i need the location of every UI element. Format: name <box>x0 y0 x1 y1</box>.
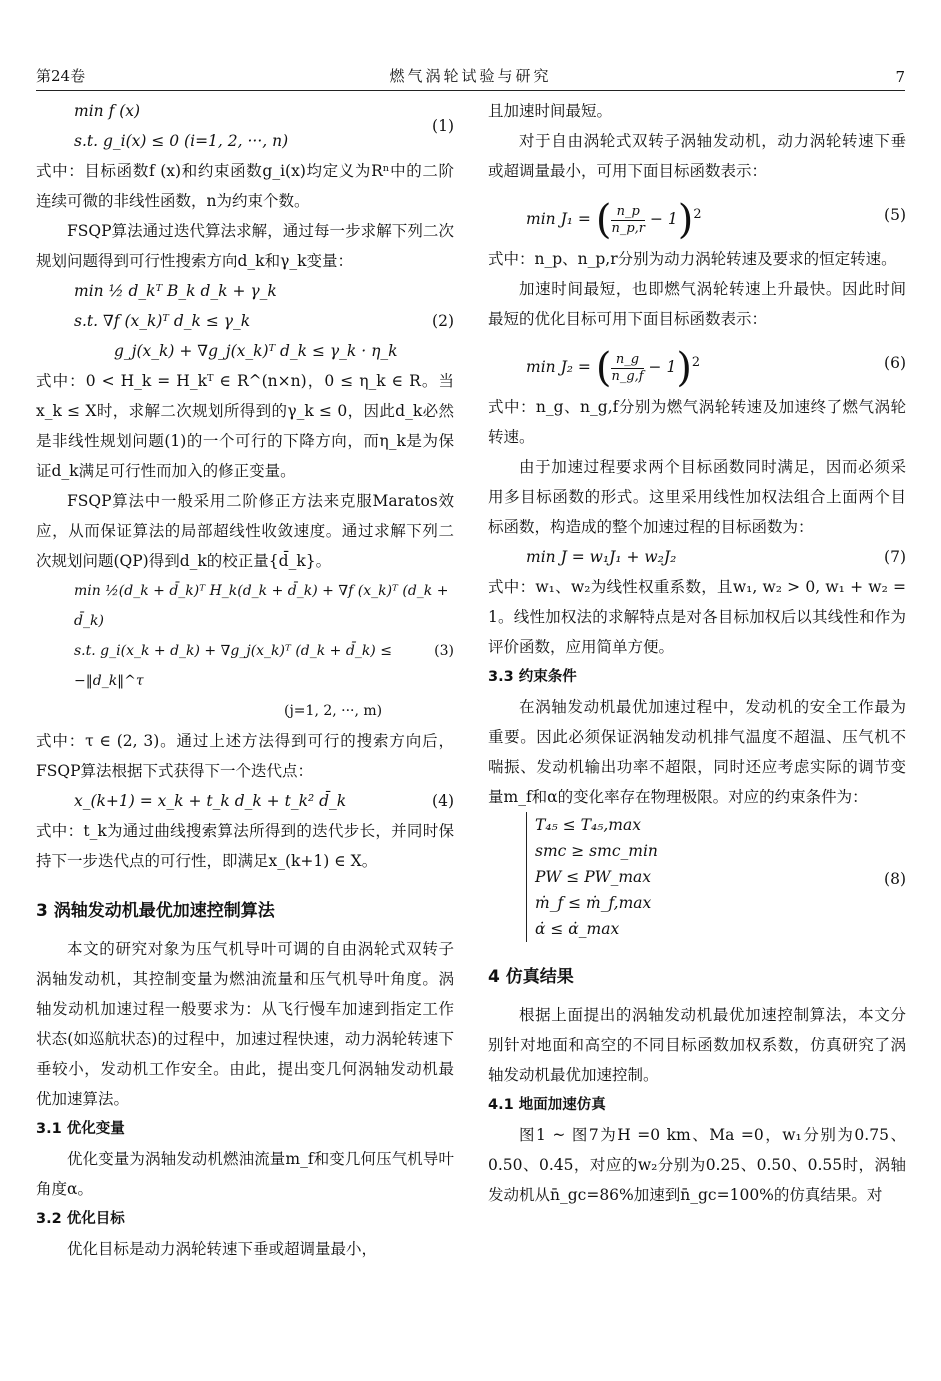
paragraph: 式中：n_p、n_p,r分别为动力涡轮转速及要求的恒定转速。 <box>488 250 897 268</box>
paragraph: 根据上面提出的涡轴发动机最优加速控制算法，本文分别针对地面和高空的不同目标函数加权系数，仿真研究了涡轴发动机最优加速控制。 <box>488 1006 906 1084</box>
paragraph: 由于加速过程要求两个目标函数同时满足，因而必须采用多目标函数的形式。这里采用线性加权法组合上面两个目标函数，构造成的整个加速过程的目标函数为： <box>488 458 906 536</box>
header-journal-title: 燃气涡轮试验与研究 <box>389 67 552 85</box>
equation-1-line-2: s.t. g_i(x) ≤ 0 (i=1, 2, ···, n) <box>74 132 289 150</box>
equation-7 <box>488 542 906 572</box>
paragraph: 优化目标是动力涡轮转速下垂或超调量最小， <box>67 1240 378 1258</box>
equation-5-fraction <box>611 204 645 237</box>
constraint-temperature: T₄₅ ≤ T₄₅,max <box>535 816 641 834</box>
equation-6-number: (6) <box>884 354 906 372</box>
equation-2-line-1: min ½ d_kᵀ B_k d_k + γ_k <box>74 282 277 300</box>
equation-6-fraction <box>611 352 643 385</box>
paragraph: 式中：t_k为通过曲线搜索算法所得到的迭代步长，并同时保持下一步迭代点的可行性，即满足x_(k+1) ∈ X。 <box>36 822 454 870</box>
equation-1-number: (1) <box>432 117 454 135</box>
constraint-fuel-rate: ṁ_f ≤ ṁ_f,max <box>535 894 652 912</box>
paragraph: 且加速时间最短。 <box>488 102 613 120</box>
subsection-heading: 3.1 优化变量 <box>36 1121 125 1137</box>
equation-4 <box>36 786 454 816</box>
section-heading: 4 仿真结果 <box>488 967 574 987</box>
header-page-number: 7 <box>895 68 905 86</box>
equation-3-line-2: s.t. g_i(x_k + d_k) + ∇g_j(x_k)ᵀ (d_k + d̄_k) ≤ −‖d_k‖^τ <box>74 643 392 689</box>
subsection-heading: 3.3 约束条件 <box>488 669 577 685</box>
equation-6-lhs: min J₂ = <box>526 358 591 377</box>
equation-4-body: x_(k+1) = x_k + t_k d_k + t_k² d̄_k <box>74 792 347 810</box>
constraint-surge-margin: smc ≥ smc_min <box>535 842 658 860</box>
equation-5: min J₁ = ( $\frac{n\_p}{n\_p,r}$ − 1)$^2$ (5) <box>488 186 906 244</box>
equation-4-number: (4) <box>432 792 454 810</box>
paragraph: 式中：目标函数f (x)和约束函数g_i(x)均定义为Rⁿ中的二阶连续可微的非线性函数，n为约束个数。 <box>36 162 454 210</box>
paragraph: 式中：w₁、w₂为线性权重系数，且w₁, w₂ > 0, w₁ + w₂ = 1。线性加权法的求解特点是对各目标加权后以其线性和作为评价函数，应用简单方便。 <box>488 578 906 656</box>
constraint-power: PW ≤ PW_max <box>535 868 651 886</box>
equation-3 <box>36 576 454 726</box>
equation-6-tail: − 1 <box>648 358 677 377</box>
paragraph: 加速时间最短，也即燃气涡轮转速上升最快。因此时间最短的优化目标可用下面目标函数表示： <box>488 280 906 328</box>
paragraph: 本文的研究对象为压气机导叶可调的自由涡轮式双转子涡轴发动机，其控制变量为燃油流量和压气机导叶角度。涡轴发动机加速过程一般要求为：从飞行慢车加速到指定工作状态(如巡航状态)的过程中，加速过程快速，动力涡轮转速下垂较小，发动机工作安全。由此，提出变几何涡轴发动机最优加速算法。 <box>36 940 454 1108</box>
constraint-vane-rate: α̇ ≤ α̇_max <box>535 920 620 938</box>
constraint-system <box>526 812 906 942</box>
header-volume: 第24卷 <box>36 67 86 85</box>
left-column <box>36 96 454 1264</box>
paragraph: FSQP算法中一般采用二阶修正方法来克服Maratos效应，从而保证算法的局部超线性收敛速度。通过求解下列二次规划问题(QP)得到d_k的校正量{d̄_k}。 <box>36 492 454 570</box>
equation-8-number: (8) <box>884 870 906 888</box>
equation-5-lhs: min J₁ = <box>526 210 591 229</box>
fraction-denominator: n_g,f <box>611 368 644 384</box>
subsection-heading: 3.2 优化目标 <box>36 1211 125 1227</box>
equation-5-tail: − 1 <box>649 210 678 229</box>
fraction-numerator: n_p <box>611 204 645 221</box>
header-rule <box>36 90 905 91</box>
paragraph: 优化变量为涡轴发动机燃油流量m_f和变几何压气机导叶角度α。 <box>36 1150 454 1198</box>
equation-6: min J₂ = ( $\frac{n\_g}{n\_g,f}$ − 1)$^2$ (6) <box>488 334 906 392</box>
paragraph: 对于自由涡轮式双转子涡轴发动机，动力涡轮转速下垂或超调量最小，可用下面目标函数表示： <box>488 132 906 180</box>
fraction-numerator: n_g <box>611 352 643 369</box>
equation-8 <box>488 812 906 942</box>
equation-2 <box>36 276 454 366</box>
right-column <box>488 96 906 1210</box>
equation-3-line-3: (j=1, 2, ···, m) <box>284 703 383 719</box>
equation-2-line-3: g_j(x_k) + ∇g_j(x_k)ᵀ d_k ≤ γ_k · η_k <box>114 342 398 360</box>
equation-3-number: (3) <box>434 643 454 659</box>
equation-2-line-2: s.t. ∇f (x_k)ᵀ d_k ≤ γ_k <box>74 312 251 330</box>
paragraph: 式中：n_g、n_g,f分别为燃气涡轮转速及加速终了燃气涡轮转速。 <box>488 398 906 446</box>
running-header <box>36 56 905 86</box>
paragraph: 图1 ~ 图7为H =0 km、Ma =0，w₁分别为0.75、0.50、0.45，对应的w₂分别为0.25、0.50、0.55时，涡轴发动机从n̄_gc=86%加速到n̄_gc=100%的仿真结果。对 <box>488 1126 906 1204</box>
fraction-denominator: n_p,r <box>611 220 645 236</box>
equation-1-line-1: min f (x) <box>74 102 141 120</box>
paragraph: 式中：0 < H_k = H_kᵀ ∈ R^(n×n)，0 ≤ η_k ∈ R。当x_k ≤ X时，求解二次规划所得到的γ_k ≤ 0，因此d_k必然是非线性规划问题(1)的一个可行的下降方向，而η_k是为保证d_k满足可行性而加入的修正变量。 <box>36 372 454 480</box>
equation-7-body: min J = w₁J₁ + w₂J₂ <box>526 548 677 566</box>
equation-3-line-1: min ½(d_k + d̄_k)ᵀ H_k(d_k + d̄_k) + ∇f (x_k)ᵀ (d_k + d̄_k) <box>74 583 449 629</box>
equation-7-number: (7) <box>884 548 906 566</box>
subsection-heading: 4.1 地面加速仿真 <box>488 1097 606 1113</box>
equation-5-number: (5) <box>884 206 906 224</box>
paragraph: 在涡轴发动机最优加速过程中，发动机的安全工作最为重要。因此必须保证涡轴发动机排气温度不超温、压气机不喘振、发动机输出功率不超限，同时还应考虑实际的调节变量m_f和α的变化率存在物理极限。对应的约束条件为： <box>488 698 906 806</box>
paragraph: 式中：τ ∈ (2, 3)。通过上述方法得到可行的搜索方向后，FSQP算法根据下式获得下一个迭代点： <box>36 732 454 780</box>
equation-2-number: (2) <box>432 312 454 330</box>
paragraph: FSQP算法通过迭代算法求解，通过每一步求解下列二次规划问题得到可行性搜索方向d_k和γ_k变量： <box>36 222 454 270</box>
equation-1 <box>36 96 454 156</box>
section-heading: 3 涡轴发动机最优加速控制算法 <box>36 901 275 921</box>
